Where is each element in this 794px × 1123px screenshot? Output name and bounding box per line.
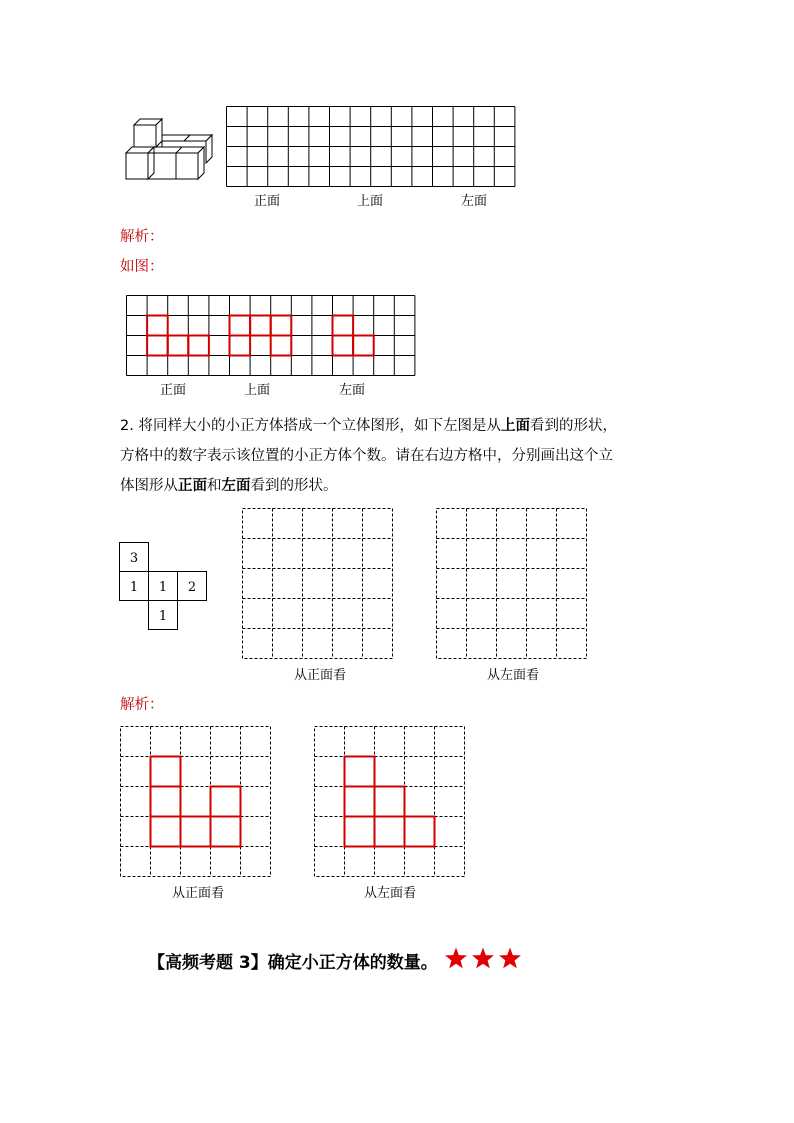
answer-cell-from-left <box>345 787 375 817</box>
top-view-number: 3 <box>129 551 139 566</box>
answer-label-top: 上面 <box>244 383 271 398</box>
star-icon <box>472 948 494 969</box>
top-view-number: 1 <box>158 609 168 624</box>
grid-label-left: 左面 <box>461 194 488 209</box>
answer-cell-from-left <box>405 817 435 847</box>
answer-cell-top <box>230 336 251 356</box>
difficulty-stars <box>444 947 525 976</box>
answer-cell-top <box>230 316 251 336</box>
answer-cell-from-front <box>151 757 181 787</box>
star-icon <box>445 948 467 969</box>
top-view-number: 1 <box>129 580 139 595</box>
grid-label-front: 正面 <box>254 194 281 209</box>
problem2-line1: 2. 将同样大小的小正方体搭成一个立体图形，如下左图是从上面看到的形状， <box>120 418 617 434</box>
answer-cell-from-front <box>151 817 181 847</box>
answer-cell-front <box>168 336 189 356</box>
grid-label-from-front: 从正面看 <box>294 668 347 683</box>
empty-grid-problem1 <box>226 106 516 188</box>
answer-cell-top <box>271 336 292 356</box>
answer-cell-from-left <box>375 817 405 847</box>
answer-cell-front <box>147 316 168 336</box>
answer-cell-from-left <box>345 757 375 787</box>
answer-cell-top <box>271 316 292 336</box>
answer-label-left: 左面 <box>339 383 366 398</box>
answer-cell-top <box>250 316 271 336</box>
section3-title: 【高频考题 3】确定小正方体的数量。 <box>148 953 438 973</box>
answer-cell-from-front <box>211 787 241 817</box>
answer-cell-from-front <box>211 817 241 847</box>
cube-figure <box>124 115 216 185</box>
top-view-number: 2 <box>187 580 197 595</box>
answer-cell-from-left <box>375 787 405 817</box>
answer-cell-from-front <box>181 817 211 847</box>
answer-grid-left <box>314 726 466 878</box>
answer-grid-front <box>120 726 272 878</box>
answer-label-from-left: 从左面看 <box>364 886 417 901</box>
section3-header <box>148 947 525 976</box>
grid-label-top: 上面 <box>357 194 384 209</box>
answer-cell-left <box>333 336 354 356</box>
dashed-grid-front <box>242 508 394 660</box>
answer-grid-problem1 <box>126 295 416 377</box>
answer-cell-from-front <box>151 787 181 817</box>
analysis-heading-2: 解析： <box>120 697 164 713</box>
top-view-number: 1 <box>158 580 168 595</box>
star-icon <box>499 948 521 969</box>
dashed-grid-left <box>436 508 588 660</box>
problem2-line3: 体图形从正面和左面看到的形状。 <box>120 478 338 494</box>
top-view-diagram <box>119 542 209 632</box>
analysis-subheading: 如图： <box>120 259 164 275</box>
problem2-line2: 方格中的数字表示该位置的小正方体个数。请在右边方格中，分别画出这个立 <box>120 448 613 464</box>
answer-label-from-front: 从正面看 <box>172 886 225 901</box>
answer-cell-left <box>353 336 374 356</box>
answer-cell-left <box>333 316 354 336</box>
analysis-heading-1: 解析： <box>120 229 164 245</box>
grid-label-from-left: 从左面看 <box>487 668 540 683</box>
answer-cell-front <box>188 336 209 356</box>
answer-label-front: 正面 <box>160 383 187 398</box>
answer-cell-from-left <box>345 817 375 847</box>
answer-cell-front <box>147 336 168 356</box>
